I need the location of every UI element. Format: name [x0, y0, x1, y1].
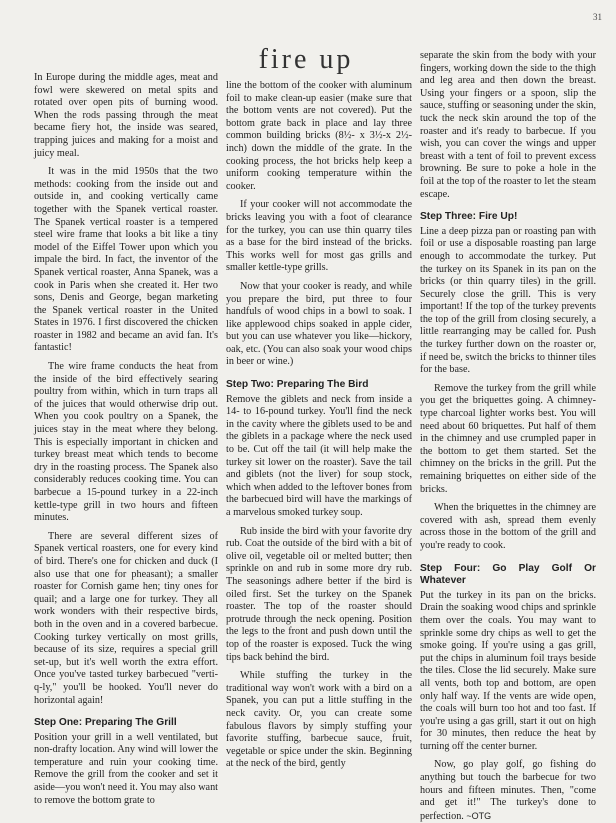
paragraph: Remove the giblets and neck from inside a 14- to 16-pound turkey. You'll find the neck in the cavity where the giblets used to be and the giblets in a package where the neck used to be. Cut off the tail (it will help make the turkey sit lower on the roaster). Save the tail and giblets (not the liver) for soup stock, which when added to the leftover bones from the barbecued bird will have the markings of a marvelous smoked turkey soup. [226, 393, 412, 518]
section-heading: Step Three: Fire Up! [420, 211, 518, 223]
column-1 [34, 72, 218, 806]
section-heading: Step Four: Go Play Golf Or Whatever [420, 562, 596, 587]
paragraph [420, 759, 596, 823]
paragraph: Line a deep pizza pan or roasting pan with foil or use a disposable roasting pan large enough to accommodate the turkey. Put the turkey on its Spanek in its pan on the bricks (or thin quarry tiles) in the grill. Securely close the grill. This is very important! If the top of the turkey prevents the top of the grill from closing securely, a little rearranging may be called for. Push the turkey further down on the roaster or, if need be, switch the bricks to thinner tiles for the base. [420, 225, 596, 376]
paragraph: Rub inside the bird with your favorite dry rub. Coat the outside of the bird with a bit of olive oil, vegetable oil or melted butter; then sprinkle on and rub in some more dry rub. The seasonings adhere better if the bird is oiled first. Set the turkey on the Spanek roaster. The top of the roaster should protrude through the neck opening. Position the legs to the front and push down until the top of the roaster is exposed. Tuck the wing tips back behind the bird. [226, 525, 412, 663]
paragraph: In Europe during the middle ages, meat and fowl were skewered on metal spits and rotated over open pits of burning wood. When the rods passing through the meat became fiery hot, the inside was seared, trapping juices and making for a moist and juicy meal. [34, 72, 218, 159]
paragraph: If your cooker will not accommodate the bricks leaving you with a foot of clearance for the turkey, you can use thin quarry tiles as a base for the bird instead of the bricks. This works well for most gas grills and smaller kettle-type grills. [226, 199, 412, 274]
signoff-mark: ~OTG [466, 810, 492, 821]
paragraph: Put the turkey in its pan on the bricks. Drain the soaking wood chips and sprinkle them over the coals. You may want to sprinkle some dry chips as well to get the smoke going. If you're using a gas grill, put the chips in aluminum foil trays beside the tiles. Close the lid securely. Make sure all vents, both top and bottom, are open only half way. If the vents are wide open, the coals will burn too hot and too fast. If you're using a gas grill, start it out on high for 30 minutes, then reduce the heat by turning off the center burner. [420, 589, 596, 752]
paragraph: line the bottom of the cooker with aluminum foil to make clean-up easier (make sure that the bottom vents are not covered). Put the bottom grate back in place and lay three common building bricks (8½- x 3½-x 2½-inch) down the middle of the grate. In the cooking process, the hot bricks help keep a uniform cooking temperature within the cooker. [226, 80, 412, 192]
paragraph: When the briquettes in the chimney are covered with ash, spread them evenly across those in the bottom of the grill and you're ready to cook. [420, 502, 596, 551]
paragraph: It was in the mid 1950s that the two methods: cooking from the inside out and outside in, and cooking vertically came together with the Spanek vertical roaster. The Spanek vertical roaster is a tempered steel wire frame that looks a bit like a tiny model of the Eiffel Tower upon which you impale the bird. In fact, the inventor of the Spanek vertical roaster, Anna Spanek, was a cook in Paris when she created it. Her two sons, Denis and George, began marketing the Spanek vertical roaster in the United States in 1976. I first discovered the chicken roaster in 1982 and became an avid fan. It's fantastic! [34, 166, 218, 354]
closing-text: Now, go play golf, go fishing do anything but touch the barbecue for two hours and fifteen minutes. Then, "come and get it!" The turkey's done to perfection. [420, 759, 596, 822]
paragraph: Remove the turkey from the grill while you get the briquettes going. A chimney-type charcoal lighter works best. You will need about 60 briquettes. Put half of them in the chimney and use crumpled paper in the bottom to get them started. Set the chimney on the bricks in the grill. Put the remaining briquettes on either side of the bricks. [420, 382, 596, 495]
paragraph: While stuffing the turkey in the traditional way won't work with a bird on a Spanek, you can put a little stuffing in the neck cavity. Or, you can create some fabulous flavors by simply stuffing your favorite stuffing, barbecue sauce, fruit, vegetable or spice under the skin. Beginning at the neck of the bird, gently [226, 670, 412, 770]
paragraph: There are several different sizes of Spanek vertical roasters, one for every kind of bird. There's one for chicken and duck (I also use that one for pheasant); a smaller roaster for Cornish game hen; tiny ones for quail; and a large one for turkey. They all work wonders with their respective birds, both in the oven and in a covered barbecue. Cooking turkey vertically on most grills, because of its size, requires a special grill set-up, but it's well worth the extra effort. Once you've tasted turkey barbecued "verti-q-ly," you'll be hooked. You'll never do horizontal again! [34, 530, 218, 706]
page-title: fire up [258, 44, 354, 75]
paragraph: The wire frame conducts the heat from the inside of the bird effectively searing poultry from within, which in turn traps all of the juices that would otherwise drip out. When you cook poultry on a Spanek, the juices stay in the meat where they belong. This is especially important in chicken and turkey breast meat which tends to become dry in the roasting process. The Spanek also considerably reduces cooking time. You can barbecue a 15-pound turkey in a 22-inch kettle-type grill in two hours and fifteen minutes. [34, 361, 218, 524]
paragraph: Now that your cooker is ready, and while you prepare the bird, put three to four handfuls of wood chips in a bowl to soak. I like applewood chips soaked in apple cider, but you can use whatever you like—hickory, oak, etc. (You can also soak your wood chips in beer or wine.) [226, 280, 412, 368]
page-number: 31 [593, 12, 602, 22]
section-heading: Step Two: Preparing The Bird [226, 379, 369, 391]
paragraph: separate the skin from the body with your fingers, working down the side to the thigh and leg area and then down the breast. Using your fingers or a spoon, slip the sauce, stuffing or seasoning under the skin, tuck the neck skin around the top of the roaster and it's ready to barbecue. If you wish, you can cover the wings and upper breast with a tent of foil to prevent excess browning. Be sure to poke a hole in the foil at the top of the roaster to let the steam escape. [420, 50, 596, 200]
section-heading: Step One: Preparing The Grill [34, 717, 177, 729]
column-3 [420, 50, 596, 822]
column-2 [226, 80, 412, 792]
paragraph: Position your grill in a well ventilated, but non-drafty location. Any wind will lower the temperature and ruin your cooking time. Remove the grill from the cooker and set it aside—you won't need it. You may also want to remove the bottom grate to [34, 731, 218, 806]
